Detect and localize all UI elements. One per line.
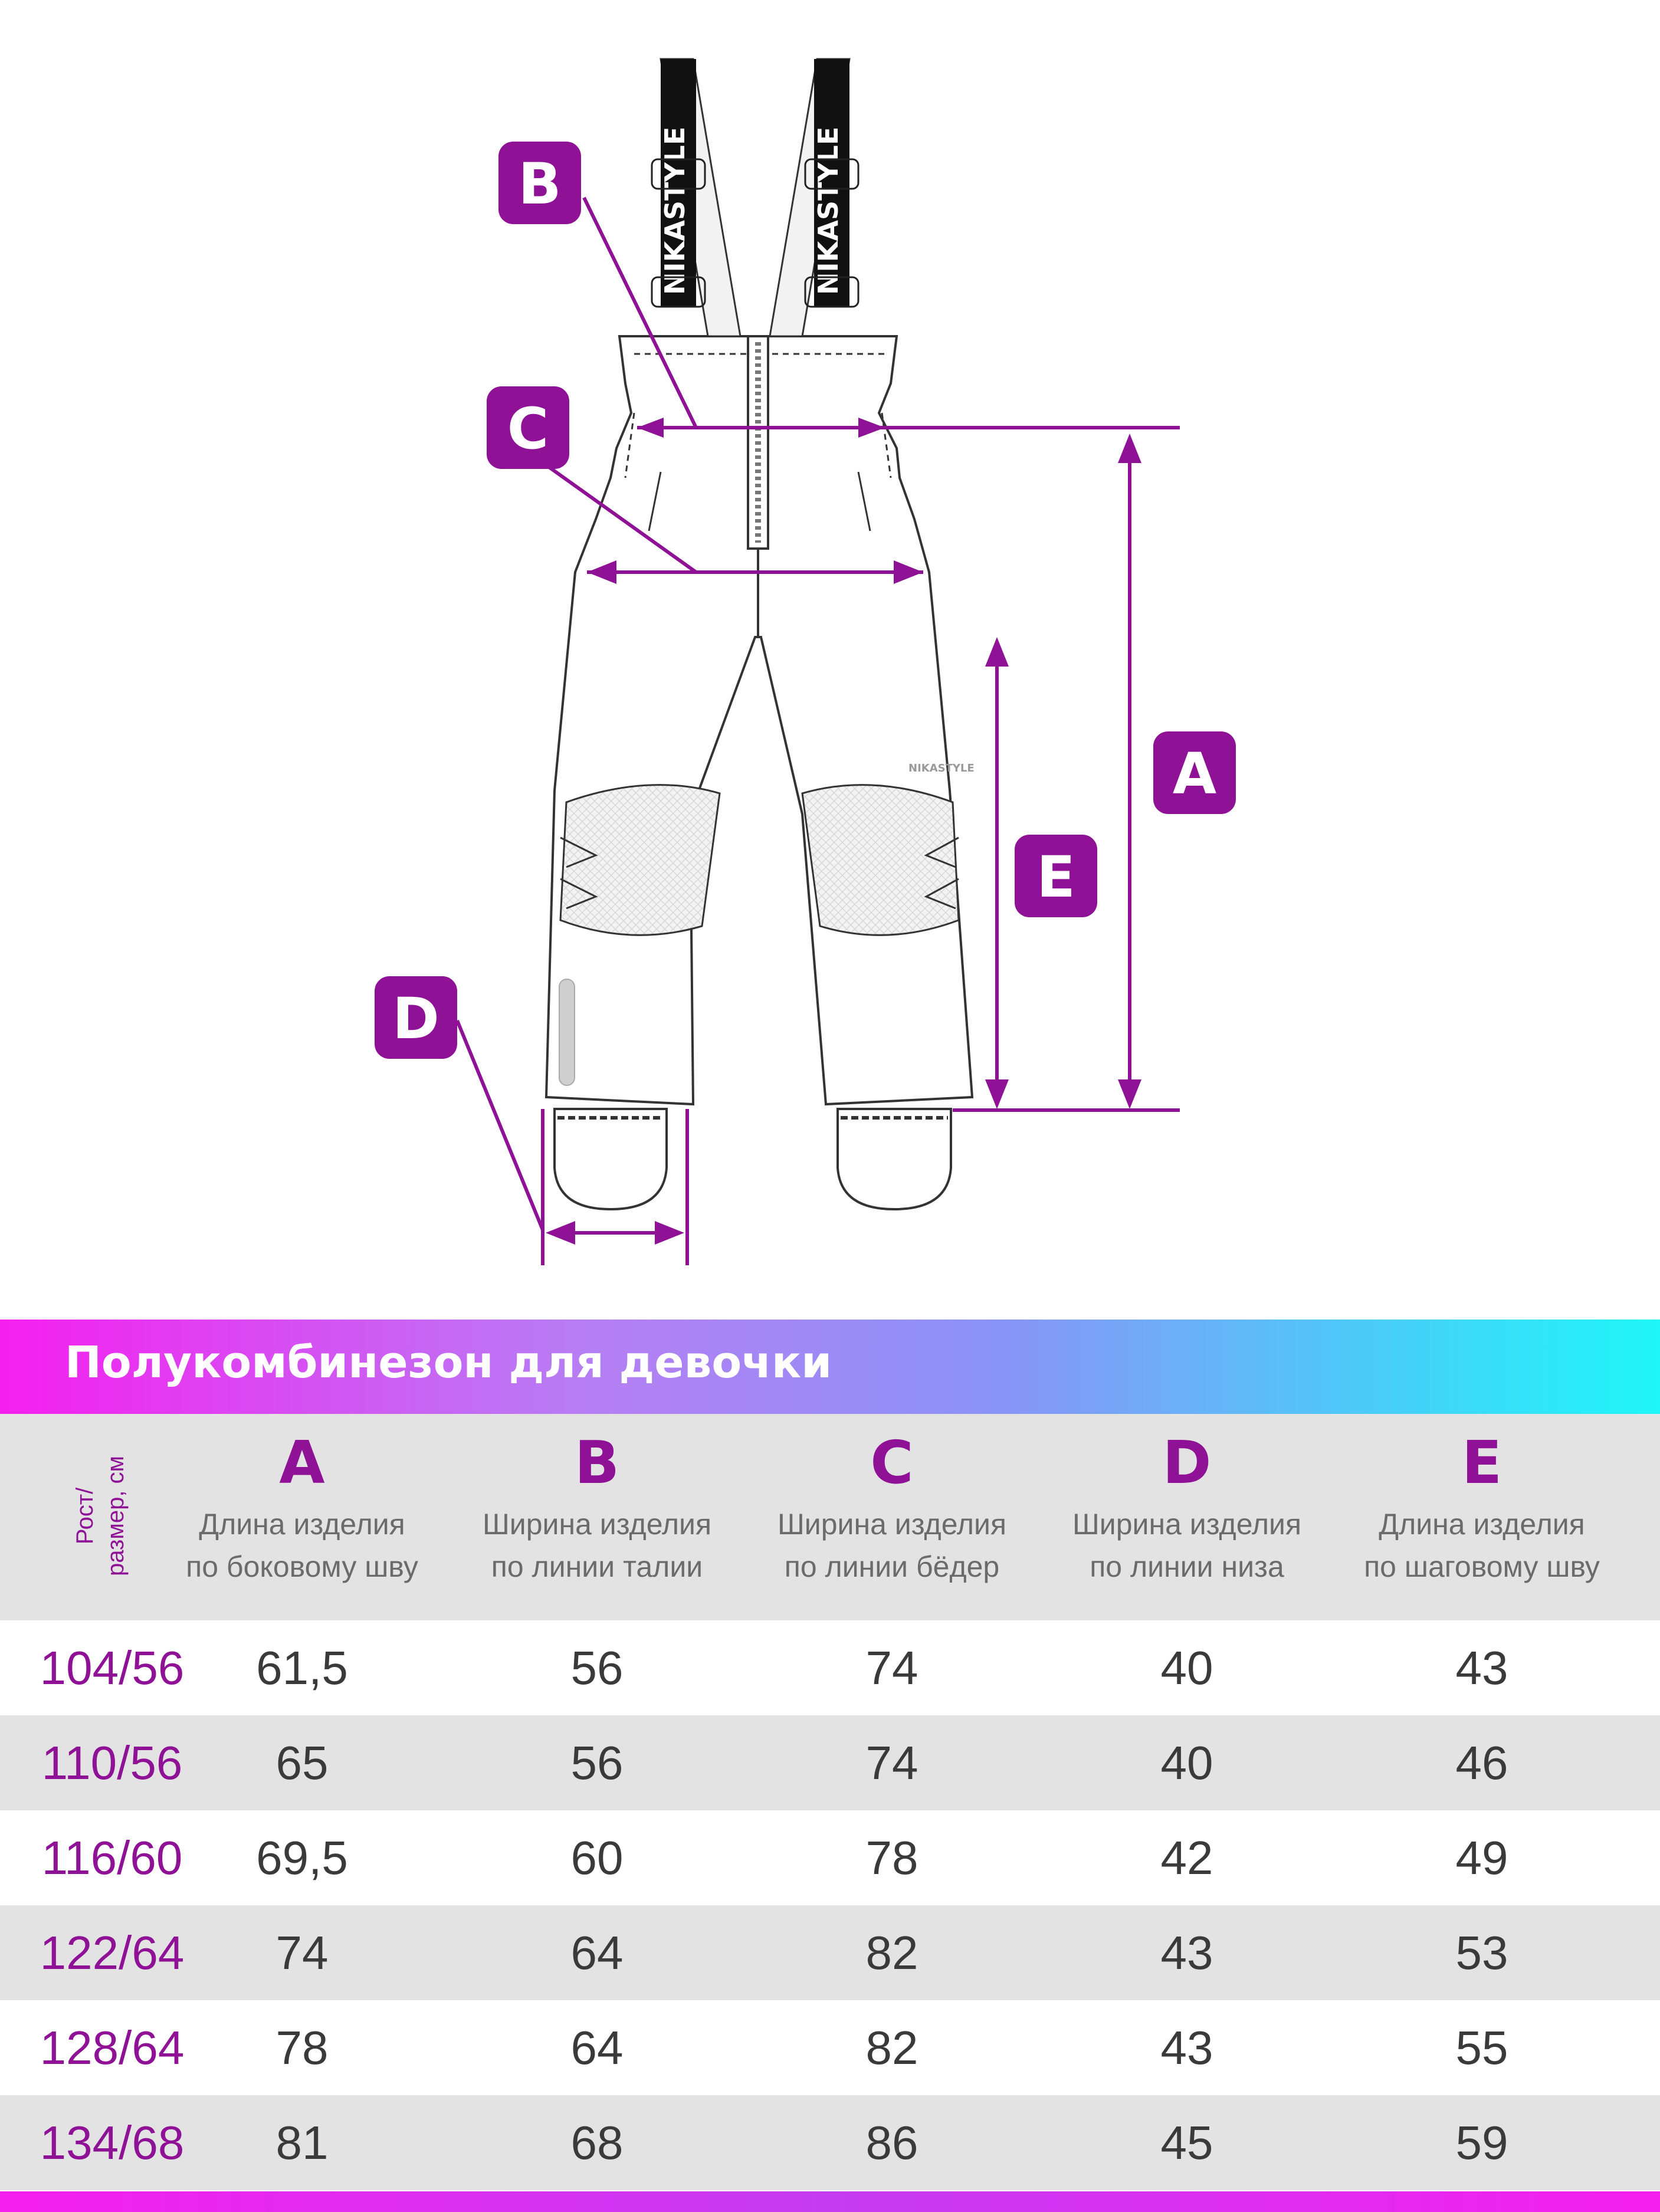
- row-size: 128/64: [40, 2021, 185, 2074]
- svg-text:A: A: [1172, 741, 1217, 807]
- table-row: [0, 1620, 1660, 1715]
- bottom-accent-bar: [0, 2191, 1660, 2212]
- badge-b: [498, 142, 581, 224]
- cell-a: 69,5: [256, 1832, 348, 1884]
- row-size: 134/68: [40, 2116, 185, 2169]
- table-title: Полукомбинезон для девочки: [65, 1337, 832, 1388]
- table-row: [0, 1715, 1660, 1810]
- column-letter: E: [1461, 1428, 1502, 1497]
- cell-a: 65: [275, 1737, 329, 1789]
- cell-c: 74: [865, 1737, 918, 1789]
- cell-c: 86: [865, 2116, 918, 2169]
- cell-b: 56: [570, 1642, 624, 1694]
- cell-c: 74: [865, 1642, 918, 1694]
- cell-d: 43: [1160, 2021, 1213, 2074]
- column-letter: D: [1162, 1428, 1212, 1497]
- cell-d: 45: [1160, 2116, 1213, 2169]
- cell-b: 64: [570, 2021, 624, 2074]
- column-header-e: [1334, 1427, 1629, 1588]
- title-bar: [0, 1320, 1660, 1414]
- cell-d: 42: [1160, 1832, 1213, 1884]
- svg-text:C: C: [507, 396, 549, 462]
- cell-b: 68: [570, 2116, 624, 2169]
- column-desc: Ширина изделия по линии талии: [482, 1508, 712, 1583]
- cell-e: 43: [1455, 1642, 1508, 1694]
- brand-label-leg: NIKASTYLE: [908, 762, 975, 774]
- column-header-d: [1039, 1427, 1334, 1588]
- column-desc: Ширина изделия по линии бёдер: [777, 1508, 1007, 1583]
- cell-b: 64: [570, 1927, 624, 1979]
- pants-drawing: [546, 336, 972, 1104]
- brand-label-strap-right: NIKASTYLE: [812, 126, 844, 295]
- cell-e: 49: [1455, 1832, 1508, 1884]
- badge-e: [1015, 835, 1097, 917]
- badge-d: [375, 976, 457, 1059]
- badge-a: [1153, 731, 1236, 814]
- cell-d: 43: [1160, 1927, 1213, 1979]
- table-row: [0, 1810, 1660, 1905]
- brand-label-strap-left: NIKASTYLE: [659, 126, 691, 295]
- column-header-c: [744, 1427, 1039, 1588]
- cell-d: 40: [1160, 1737, 1213, 1789]
- svg-text:B: B: [518, 151, 562, 217]
- cell-d: 40: [1160, 1642, 1213, 1694]
- table-row: [0, 2095, 1660, 2190]
- cell-c: 78: [865, 1832, 918, 1884]
- column-letter: B: [574, 1428, 620, 1497]
- cell-a: 74: [275, 1927, 329, 1979]
- row-size: 122/64: [40, 1927, 185, 1979]
- row-size: 116/60: [41, 1832, 183, 1884]
- cell-a: 61,5: [256, 1642, 348, 1694]
- column-desc: Длина изделия по шаговому шву: [1364, 1508, 1600, 1583]
- cell-c: 82: [865, 1927, 918, 1979]
- column-header-b: [450, 1427, 744, 1588]
- size-header-label: Рост/ размер, см: [71, 1455, 129, 1577]
- svg-text:E: E: [1036, 844, 1075, 910]
- cell-e: 53: [1455, 1927, 1508, 1979]
- cell-b: 60: [570, 1832, 624, 1884]
- column-letter: A: [279, 1428, 325, 1497]
- column-letter: C: [870, 1428, 914, 1497]
- svg-text:D: D: [392, 986, 439, 1052]
- badge-c: [487, 386, 569, 469]
- cell-a: 78: [275, 2021, 329, 2074]
- cell-b: 56: [570, 1737, 624, 1789]
- column-desc: Ширина изделия по линии низа: [1072, 1508, 1302, 1583]
- table-row: [0, 1905, 1660, 2000]
- cell-e: 59: [1455, 2116, 1508, 2169]
- cell-a: 81: [275, 2116, 329, 2169]
- row-size: 110/56: [41, 1737, 183, 1789]
- table-row: [0, 2000, 1660, 2095]
- cell-e: 46: [1455, 1737, 1508, 1789]
- column-header-a: [155, 1427, 450, 1588]
- row-size: 104/56: [40, 1642, 185, 1694]
- cell-e: 55: [1455, 2021, 1508, 2074]
- column-desc: Длина изделия по боковому шву: [186, 1508, 418, 1583]
- cell-c: 82: [865, 2021, 918, 2074]
